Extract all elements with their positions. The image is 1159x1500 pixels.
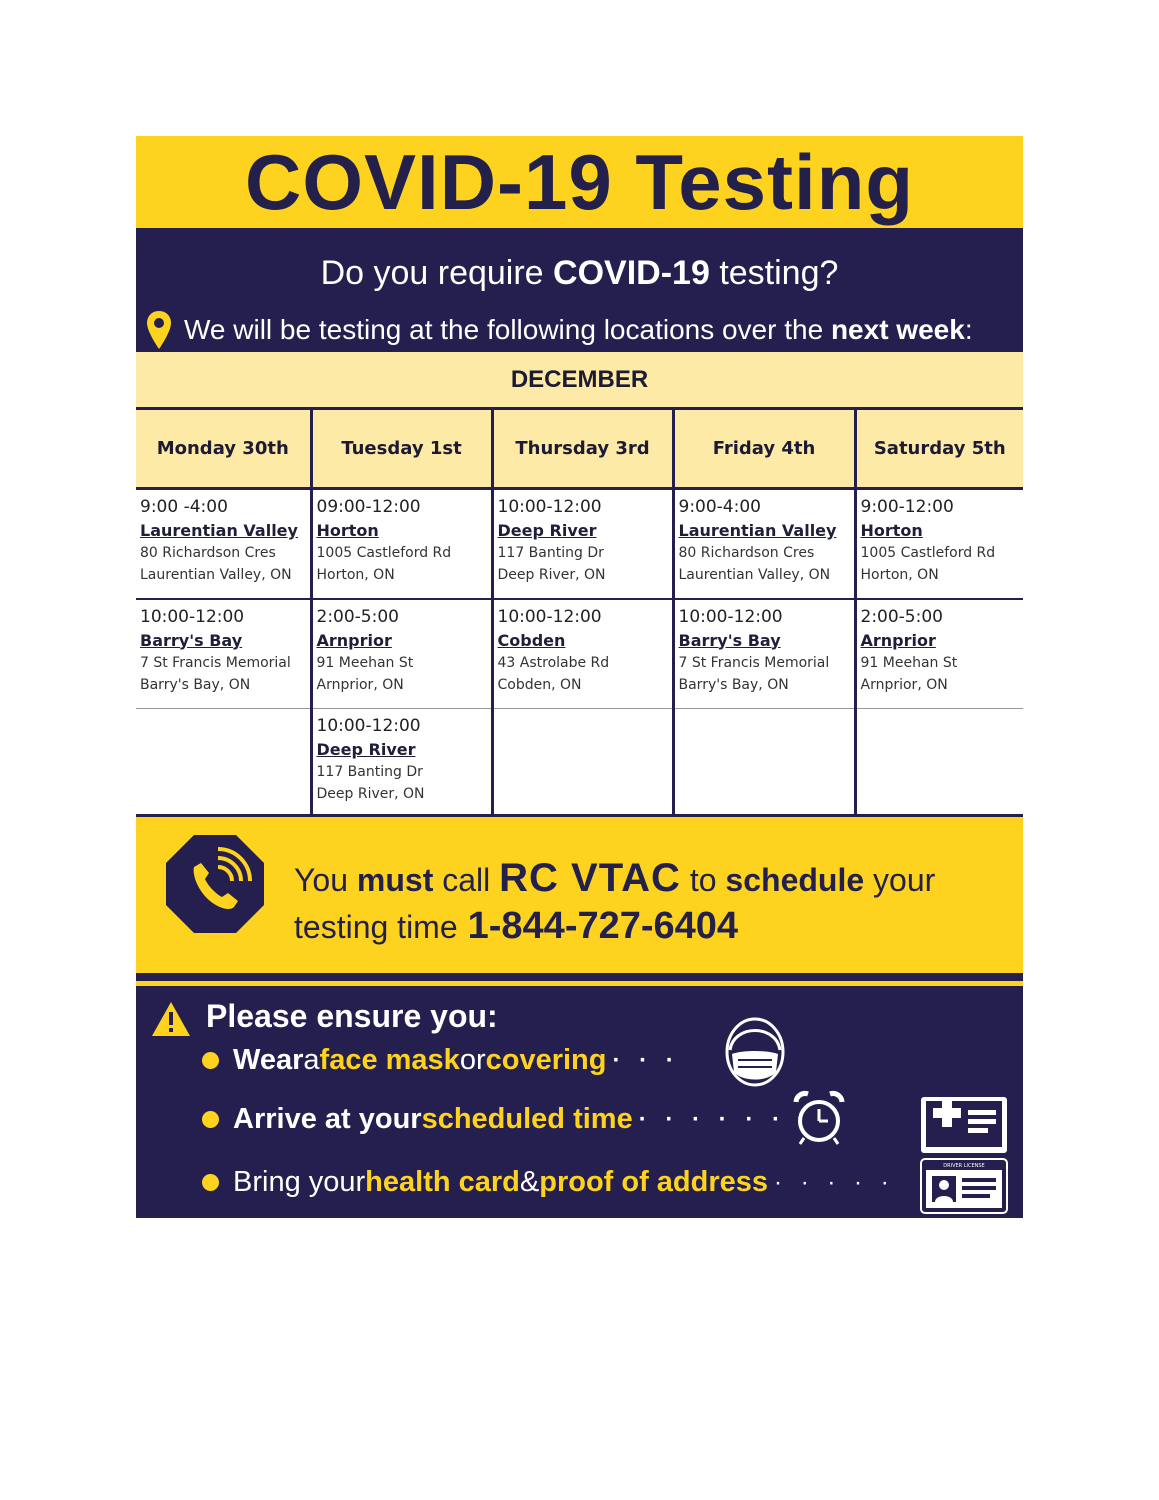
poster <box>136 136 1023 1218</box>
item1-e: covering <box>485 1044 607 1076</box>
cell-location: Horton <box>860 521 923 540</box>
schedule-cell <box>136 489 311 599</box>
call-text-6: your <box>864 862 936 898</box>
bullet <box>202 1111 219 1128</box>
bullet <box>202 1174 219 1191</box>
ensure-item-time <box>202 1103 786 1136</box>
cell-address: 117 Banting Dr <box>316 764 423 780</box>
cell-address: 91 Meehan St <box>860 654 958 671</box>
license-label: DRIVER LICENSE <box>943 1163 985 1169</box>
cell-city: Arnprior, ON <box>860 676 948 693</box>
item3-d: proof of address <box>539 1166 769 1198</box>
leader-dots: · · · · · · <box>638 1105 786 1133</box>
month-heading: DECEMBER <box>136 352 1023 410</box>
health-card-icon <box>920 1096 1008 1154</box>
cell-time: 10:00-12:00 <box>678 606 783 627</box>
cell-address: 1005 Castleford Rd <box>860 545 996 561</box>
item1-b: a <box>303 1044 320 1076</box>
locations-line <box>146 310 973 350</box>
schedule-cell <box>311 599 492 709</box>
loc-pre: We will be testing at the following locations over the <box>184 314 831 345</box>
cell-address: 7 St Francis Memorial <box>140 654 291 671</box>
schedule-cell <box>492 599 673 709</box>
cell-address: 80 Richardson Cres <box>140 545 276 561</box>
cell-address: 7 St Francis Memorial <box>678 654 830 671</box>
item2-b: scheduled time <box>421 1103 633 1135</box>
ensure-heading: Please ensure you: <box>206 998 498 1034</box>
cell-location: Laurentian Valley <box>140 521 298 540</box>
intro-section <box>136 228 1023 352</box>
cell-location: Arnprior <box>860 630 936 650</box>
loc-bold: next week <box>830 314 965 345</box>
face-mask-icon <box>722 1016 788 1090</box>
question-post: testing? <box>709 254 839 292</box>
cell-address: 80 Richardson Cres <box>678 545 815 561</box>
leader-dots: · · · · · <box>774 1168 895 1196</box>
day-header: Tuesday 1st <box>311 410 492 489</box>
loc-post: : <box>964 314 973 345</box>
call-text-7: testing time <box>294 909 458 945</box>
item3-c: & <box>519 1166 540 1198</box>
cell-city: Horton, ON <box>860 567 939 583</box>
call-text-3: call <box>433 862 500 898</box>
call-instructions <box>294 855 935 950</box>
cell-city: Laurentian Valley, ON <box>678 567 831 583</box>
question-pre: Do you require <box>320 254 554 292</box>
schedule-cell <box>311 709 492 816</box>
day-header: Thursday 3rd <box>492 410 673 489</box>
schedule-cell <box>855 599 1023 709</box>
schedule-cell <box>855 709 1023 816</box>
cell-time: 2:00-5:00 <box>860 606 943 627</box>
cell-location: Arnprior <box>316 630 392 650</box>
schedule-cell <box>136 709 311 816</box>
alarm-clock-icon <box>792 1090 846 1146</box>
cell-address: 1005 Castleford Rd <box>316 545 452 561</box>
leader-dots: · · · <box>612 1046 680 1074</box>
schedule-cell <box>492 489 673 599</box>
schedule-cell <box>673 709 855 816</box>
cell-location: Deep River <box>316 740 416 759</box>
day-header: Monday 30th <box>136 410 311 489</box>
cell-city: Laurentian Valley, ON <box>140 567 292 583</box>
phone-number[interactable]: 1-844-727-6404 <box>467 905 739 947</box>
question-bold: COVID-19 <box>553 254 710 292</box>
call-text-schedule: schedule <box>725 862 865 898</box>
item3-b: health card <box>365 1166 520 1198</box>
ensure-item-documents <box>202 1166 895 1199</box>
cell-city: Barry's Bay, ON <box>678 676 789 693</box>
call-text-4: to <box>680 862 726 898</box>
bullet <box>202 1052 219 1069</box>
cell-time: 10:00-12:00 <box>316 716 421 736</box>
item1-a: Wear <box>233 1044 304 1076</box>
cell-city: Barry's Bay, ON <box>140 676 251 693</box>
schedule-cell <box>311 489 492 599</box>
day-header-row <box>136 410 1023 489</box>
schedule-cell <box>673 599 855 709</box>
cell-location: Deep River <box>497 521 597 540</box>
cell-time: 2:00-5:00 <box>316 606 399 627</box>
cell-city: Deep River, ON <box>497 567 606 583</box>
cell-city: Arnprior, ON <box>316 676 404 693</box>
cell-time: 10:00-12:00 <box>140 606 245 627</box>
schedule-cell <box>855 489 1023 599</box>
cell-time: 9:00-12:00 <box>860 497 954 517</box>
day-header: Friday 4th <box>673 410 855 489</box>
cell-location: Laurentian Valley <box>678 521 837 540</box>
phone-icon <box>164 833 266 935</box>
schedule-cell <box>673 489 855 599</box>
page-title: COVID-19 Testing <box>245 138 914 226</box>
item1-c: face mask <box>319 1044 460 1076</box>
cell-time: 09:00-12:00 <box>316 497 421 517</box>
item1-d: or <box>459 1044 486 1076</box>
schedule-row <box>136 599 1023 709</box>
driver-license-icon <box>920 1158 1008 1214</box>
cell-location: Barry's Bay <box>678 630 781 650</box>
intro-question <box>136 254 1023 293</box>
schedule-row <box>136 709 1023 816</box>
item2-a: Arrive at your <box>233 1103 422 1135</box>
cell-city: Horton, ON <box>316 567 395 583</box>
cell-time: 10:00-12:00 <box>497 497 602 517</box>
schedule-cell <box>136 599 311 709</box>
cell-time: 10:00-12:00 <box>497 606 602 627</box>
cell-location: Barry's Bay <box>140 630 243 650</box>
call-text-must: must <box>356 862 434 898</box>
cell-city: Deep River, ON <box>316 786 425 802</box>
ensure-section <box>136 986 1023 1218</box>
cell-address: 43 Astrolabe Rd <box>497 654 610 671</box>
cell-city: Cobden, ON <box>497 676 582 693</box>
day-header: Saturday 5th <box>855 410 1023 489</box>
warning-icon <box>150 1000 192 1038</box>
cell-address: 91 Meehan St <box>316 654 414 671</box>
item3-a: Bring your <box>233 1166 366 1198</box>
schedule-table <box>136 410 1023 817</box>
schedule-row <box>136 489 1023 599</box>
location-pin-icon <box>146 310 172 350</box>
ensure-item-mask <box>202 1044 680 1077</box>
cell-time: 9:00-4:00 <box>678 497 761 517</box>
schedule-cell <box>492 709 673 816</box>
call-text-1: You <box>294 862 357 898</box>
title-band <box>136 136 1023 228</box>
cell-location: Cobden <box>497 630 566 650</box>
cell-address: 117 Banting Dr <box>497 545 604 561</box>
call-to-schedule-band <box>136 817 1023 981</box>
org-name: RC VTAC <box>499 856 681 900</box>
cell-location: Horton <box>316 521 379 540</box>
cell-time: 9:00 -4:00 <box>140 497 228 517</box>
